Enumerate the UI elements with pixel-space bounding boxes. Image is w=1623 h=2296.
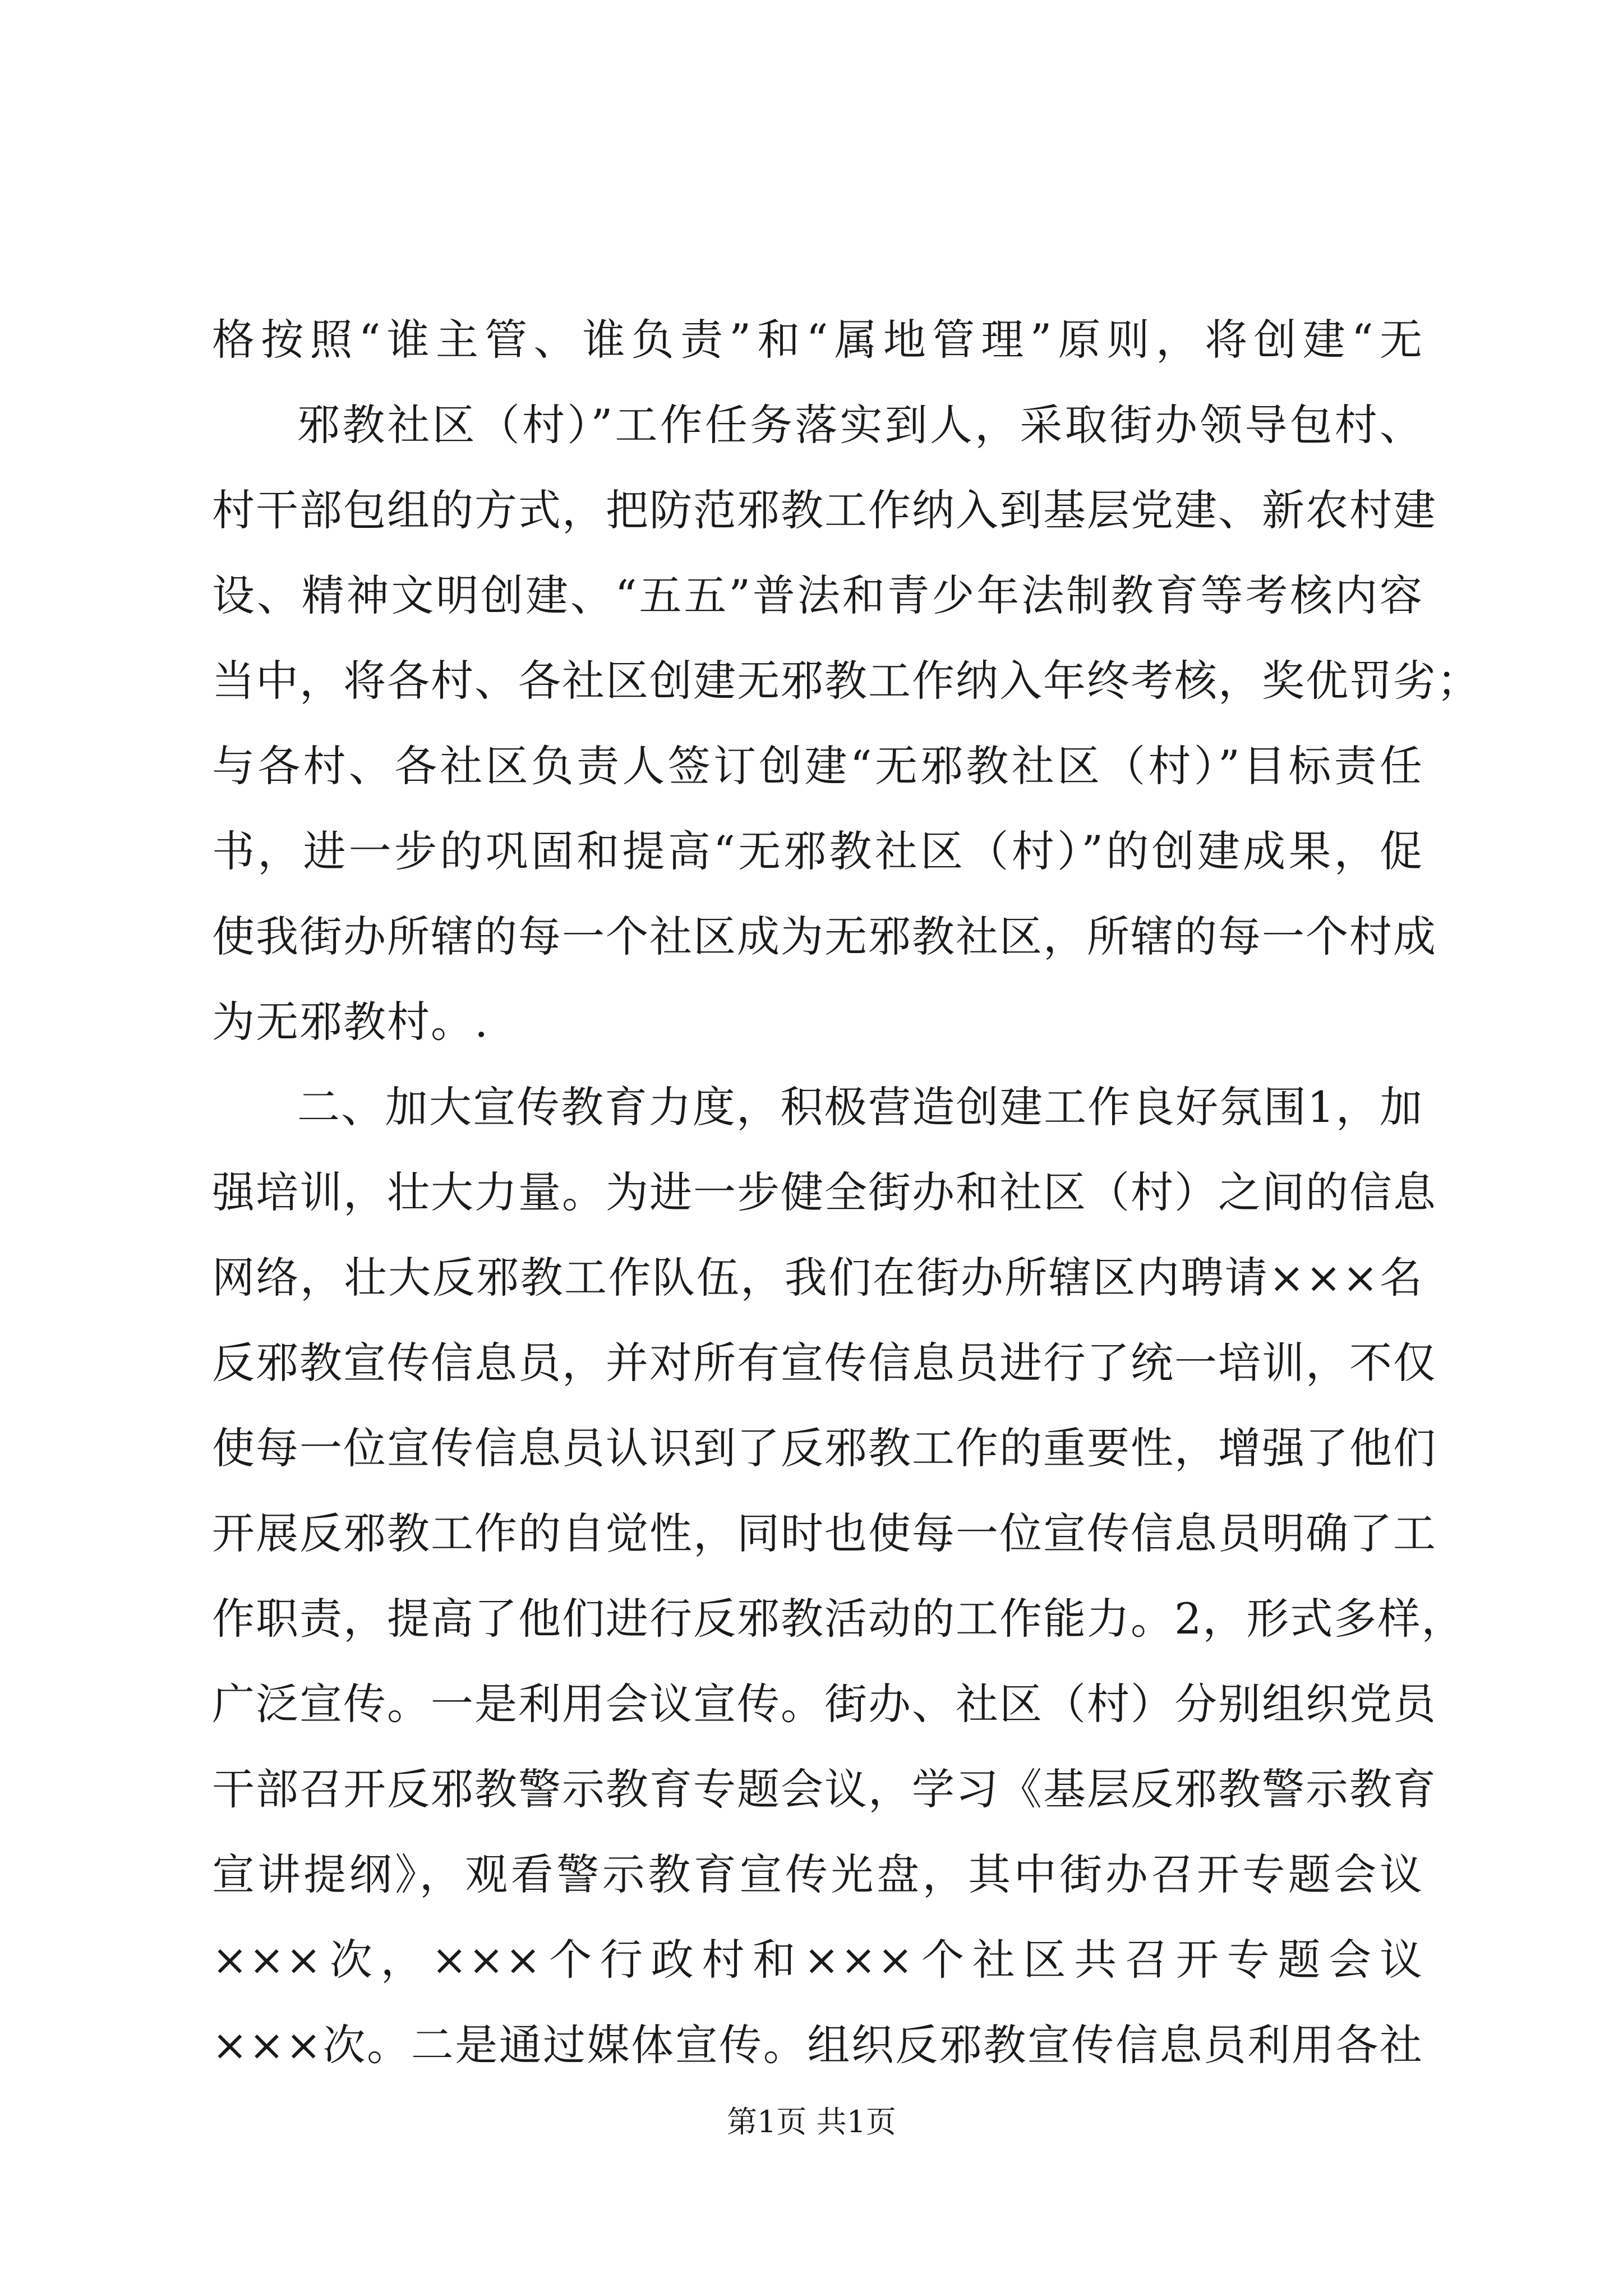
text-line: 与各村、各社区负责人签订创建“无邪教社区（村）”目标责任 [212,741,1423,791]
text-line: 广泛宣传。一是利用会议宣传。街办、社区（村）分别组织党员 [212,1679,1437,1729]
text-line: 使我街办所辖的每一个社区成为无邪教社区，所辖的每一个村成 [212,912,1437,961]
text-line: 格按照“谁主管、谁负责”和“属地管理”原则，将创建“无 [212,315,1423,365]
section-heading-line: 二、加大宣传教育力度，积极营造创建工作良好氛围1，加 [297,1082,1423,1132]
text-line: 网络，壮大反邪教工作队伍，我们在街办所辖区内聘请×××名 [212,1253,1423,1303]
text-line: 当中，将各村、各社区创建无邪教工作纳入年终考核，奖优罚劣； [212,656,1481,706]
text-line: 使每一位宣传信息员认识到了反邪教工作的重要性，增强了他们 [212,1423,1437,1473]
text-line: ×××次。二是通过媒体宣传。组织反邪教宣传信息员利用各社 [212,2020,1423,2070]
text-line: 强培训，壮大力量。为进一步健全街办和社区（村）之间的信息 [212,1167,1437,1217]
text-line: 设、精神文明创建、“五五”普法和青少年法制教育等考核内容 [212,570,1423,620]
text-line: 村干部包组的方式，把防范邪教工作纳入到基层党建、新农村建 [212,485,1437,535]
body-text [212,297,1481,2088]
page-number-footer: 第1页 共1页 [727,2104,896,2139]
text-line: 为无邪教村。. [212,997,490,1047]
text-line: 邪教社区（村）”工作任务落实到人，采取街办领导包村、 [297,400,1423,450]
text-line: 开展反邪教工作的自觉性，同时也使每一位宣传信息员明确了工 [212,1508,1437,1558]
text-line: 宣讲提纲》，观看警示教育宣传光盘，其中街办召开专题会议 [212,1849,1423,1899]
text-line: 干部召开反邪教警示教育专题会议，学习《基层反邪教警示教育 [212,1764,1437,1814]
text-line: ×××次，×××个行政村和×××个社区共召开专题会议 [212,1935,1423,1985]
text-line: 作职责，提高了他们进行反邪教活动的工作能力。2，形式多样， [212,1594,1465,1644]
text-line: 反邪教宣传信息员，并对所有宣传信息员进行了统一培训，不仅 [212,1338,1437,1388]
text-line: 书，进一步的巩固和提高“无邪教社区（村）”的创建成果，促 [212,826,1423,876]
